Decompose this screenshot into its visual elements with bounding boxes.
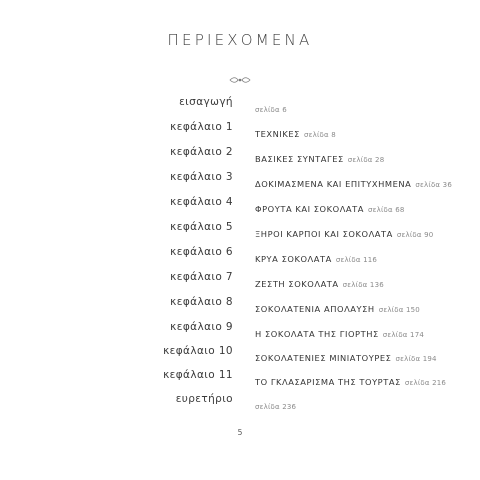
toc-chapter-title: ΣΟΚΟΛΑΤΕΝΙΑ ΑΠΟΛΑΥΣΗ	[255, 304, 375, 314]
toc-label: κεφάλαιο 3	[170, 171, 233, 183]
toc-label: κεφάλαιο 11	[163, 369, 233, 381]
toc-row-chapter-11	[0, 369, 480, 387]
toc-row-chapter-8	[0, 296, 480, 314]
toc-chapter-title: ΞΗΡΟΙ ΚΑΡΠΟΙ ΚΑΙ ΣΟΚΟΛΑΤΑ	[255, 229, 393, 239]
page-number: 5	[237, 428, 243, 437]
toc-row-chapter-1	[0, 121, 480, 139]
toc-chapter-title: ΖΕΣΤΗ ΣΟΚΟΛΑΤΑ	[255, 279, 339, 289]
toc-chapter-title: ΔΟΚΙΜΑΣΜΕΝΑ ΚΑΙ ΕΠΙΤΥΧΗΜΕΝΑ	[255, 179, 412, 189]
toc-page-ref: σελίδα 174	[382, 331, 425, 339]
toc-page-ref: σελίδα 8	[303, 131, 336, 139]
toc-chapter-title: ΦΡΟΥΤΑ ΚΑΙ ΣΟΚΟΛΑΤΑ	[255, 204, 365, 214]
toc-page-ref: σελίδα 136	[342, 281, 384, 289]
toc-chapter-title: ΤΟ ΓΚΛΑΣΑΡΙΣΜΑ ΤΗΣ ΤΟΥΡΤΑΣ	[255, 377, 401, 387]
toc-chapter-title: ΒΑΣΙΚΕΣ ΣΥΝΤΑΓΕΣ	[255, 154, 344, 164]
toc-row-chapter-4	[0, 196, 480, 214]
toc-page-ref: σελίδα 216	[404, 379, 447, 387]
toc-page-ref: σελίδα 28	[347, 156, 385, 164]
toc-row-intro	[0, 96, 480, 114]
toc-row-chapter-10	[0, 345, 480, 363]
toc-row-chapter-6	[0, 246, 480, 264]
toc-label: κεφάλαιο 4	[170, 196, 233, 208]
toc-page-ref: σελίδα 194	[395, 355, 437, 363]
toc-label: κεφάλαιο 2	[170, 146, 233, 158]
toc-label: κεφάλαιο 10	[163, 345, 233, 357]
toc-page-ref: σελίδα 68	[368, 206, 405, 214]
toc-row-chapter-9	[0, 321, 480, 339]
toc-page-ref: σελίδα 36	[415, 181, 452, 189]
toc-row-chapter-2	[0, 146, 480, 164]
toc-label: κεφάλαιο 6	[170, 246, 233, 258]
toc-label: κεφάλαιο 5	[170, 221, 233, 233]
toc-page-ref: σελίδα 236	[255, 403, 297, 411]
toc-chapter-title: ΤΕΧΝΙΚΕΣ	[255, 129, 300, 139]
toc-label: κεφάλαιο 1	[170, 121, 233, 133]
toc-label: ευρετήριο	[175, 393, 233, 405]
floral-flourish-icon	[229, 76, 251, 84]
toc-label: κεφάλαιο 9	[170, 321, 233, 333]
toc-chapter-title: ΚΡΥΑ ΣΟΚΟΛΑΤΑ	[255, 254, 332, 264]
toc-page-ref: σελίδα 90	[396, 231, 434, 239]
page-title: ΠΕΡΙΕΧΟΜΕΝΑ	[167, 31, 313, 49]
toc-label: εισαγωγή	[179, 96, 233, 108]
toc-row-chapter-3	[0, 171, 480, 189]
toc-row-chapter-7	[0, 271, 480, 289]
toc-label: κεφάλαιο 7	[170, 271, 233, 283]
toc-page-ref: σελίδα 150	[378, 306, 420, 314]
toc-chapter-title: Η ΣΟΚΟΛΑΤΑ ΤΗΣ ΓΙΟΡΤΗΣ	[255, 329, 379, 339]
toc-row-chapter-5	[0, 221, 480, 239]
toc-chapter-title: ΣΟΚΟΛΑΤΕΝΙΕΣ ΜΙΝΙΑΤΟΥΡΕΣ	[255, 353, 392, 363]
toc-label: κεφάλαιο 8	[170, 296, 233, 308]
toc-page-ref: σελίδα 116	[335, 256, 378, 264]
toc-row-index	[0, 393, 480, 411]
toc-page-ref: σελίδα 6	[255, 106, 287, 114]
